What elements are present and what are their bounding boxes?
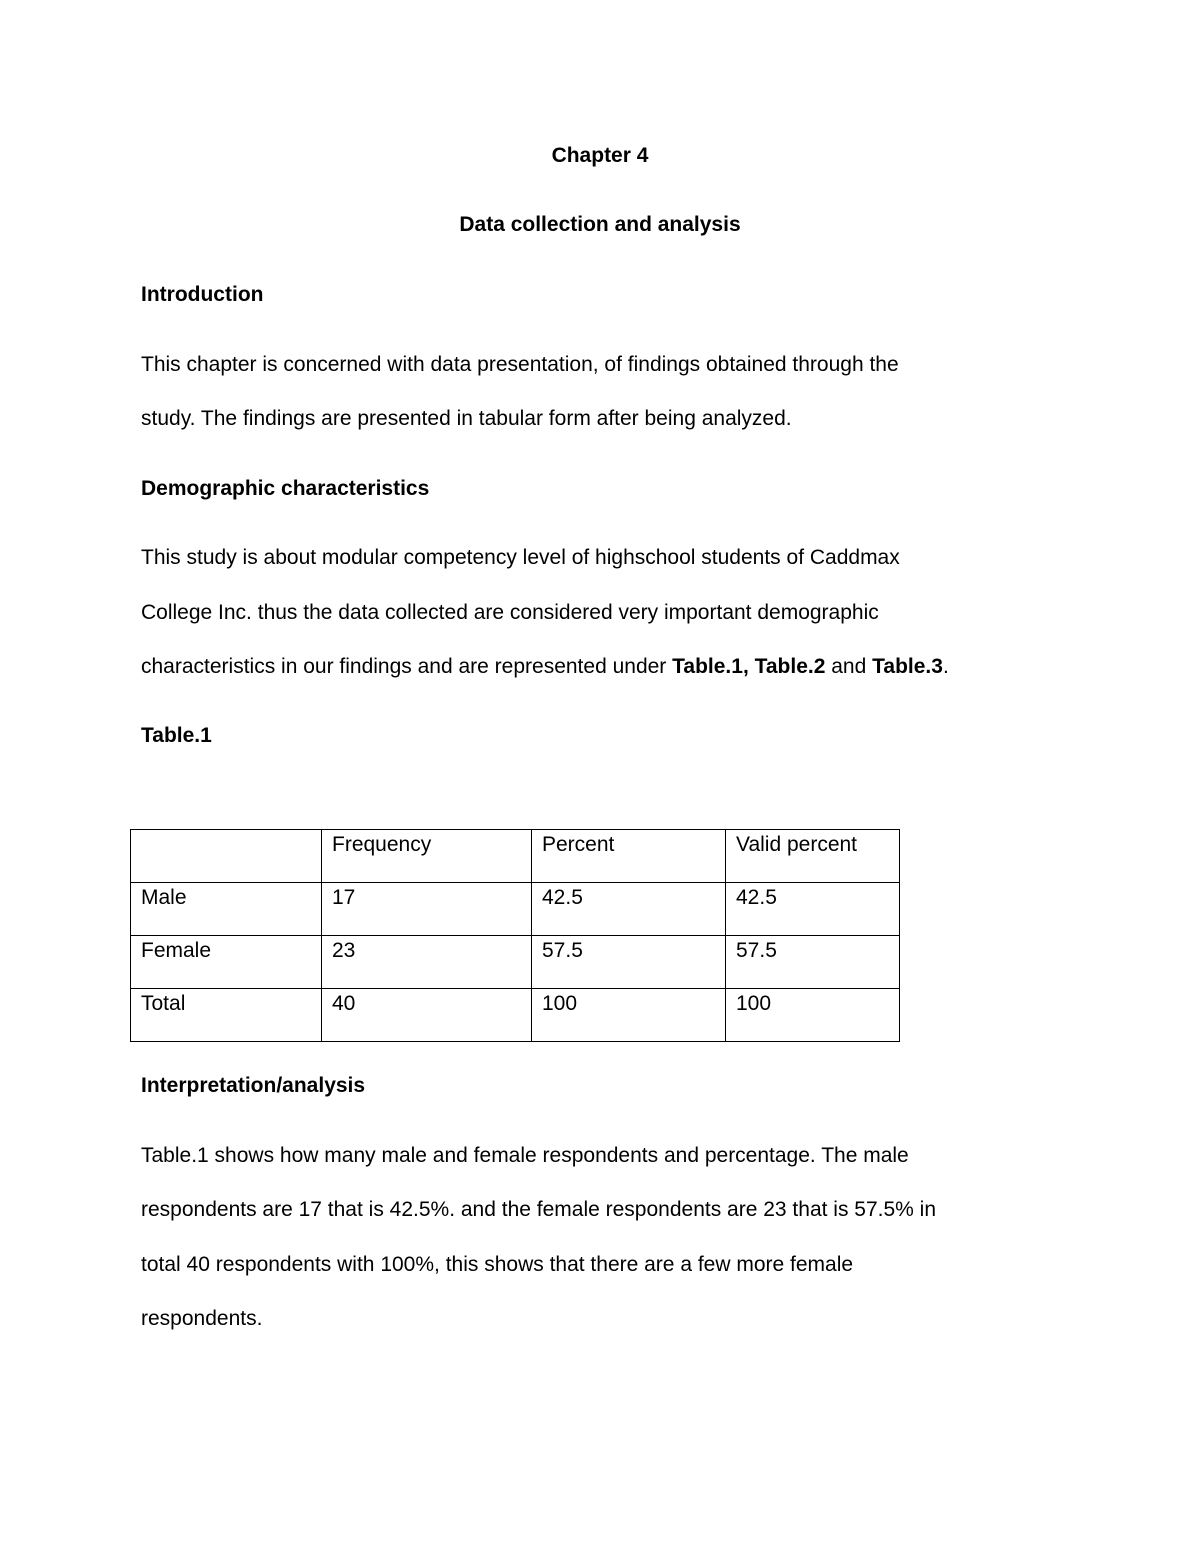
table-cell: Total bbox=[131, 989, 322, 1042]
demographics-line-3-prefix: characteristics in our findings and are represented under bbox=[141, 655, 673, 678]
table-cell: Female bbox=[131, 936, 322, 989]
demographics-heading: Demographic characteristics bbox=[141, 477, 430, 500]
demographics-line-2: College Inc. thus the data collected are considered very important demographic bbox=[141, 601, 879, 624]
introduction-line-2: study. The findings are presented in tabular form after being analyzed. bbox=[141, 407, 792, 430]
chapter-title: Chapter 4 bbox=[551, 144, 649, 167]
table-cell: 42.5 bbox=[532, 883, 726, 936]
demographics-line-1: This study is about modular competency level of highschool students of Caddmax bbox=[141, 546, 900, 569]
demographics-line-3-suffix: . bbox=[942, 655, 949, 678]
table-row bbox=[131, 883, 900, 936]
table-reference-3: Table.3 bbox=[872, 655, 943, 678]
table-header-cell: Valid percent bbox=[726, 830, 900, 883]
table-cell: 57.5 bbox=[726, 936, 900, 989]
table-cell: 40 bbox=[322, 989, 532, 1042]
table-header-cell bbox=[131, 830, 322, 883]
table-cell: Male bbox=[131, 883, 322, 936]
table-header-row bbox=[131, 830, 900, 883]
table-header-cell: Frequency bbox=[322, 830, 532, 883]
interpretation-line-2: respondents are 17 that is 42.5%. and the female respondents are 23 that is 57.5% in bbox=[141, 1198, 937, 1221]
table-cell: 42.5 bbox=[726, 883, 900, 936]
table-row bbox=[131, 989, 900, 1042]
table-reference-1-2: Table.1, Table.2 bbox=[672, 655, 826, 678]
section-title: Data collection and analysis bbox=[459, 213, 741, 236]
table-header-cell: Percent bbox=[532, 830, 726, 883]
table-cell: 100 bbox=[532, 989, 726, 1042]
table-1 bbox=[130, 829, 900, 1042]
table-row bbox=[131, 936, 900, 989]
table-cell: 23 bbox=[322, 936, 532, 989]
interpretation-heading: Interpretation/analysis bbox=[141, 1074, 366, 1097]
interpretation-line-3: total 40 respondents with 100%, this shows that there are a few more female bbox=[141, 1253, 854, 1276]
table-caption: Table.1 bbox=[141, 724, 212, 747]
demographics-line-3-mid: and bbox=[825, 655, 873, 678]
introduction-heading: Introduction bbox=[141, 283, 264, 306]
table-cell: 100 bbox=[726, 989, 900, 1042]
table-cell: 17 bbox=[322, 883, 532, 936]
table-cell: 57.5 bbox=[532, 936, 726, 989]
interpretation-line-4: respondents. bbox=[141, 1307, 263, 1330]
demographics-line-3 bbox=[141, 654, 949, 680]
interpretation-line-1: Table.1 shows how many male and female respondents and percentage. The male bbox=[141, 1144, 909, 1167]
introduction-line-1: This chapter is concerned with data presentation, of findings obtained through the bbox=[141, 353, 899, 376]
